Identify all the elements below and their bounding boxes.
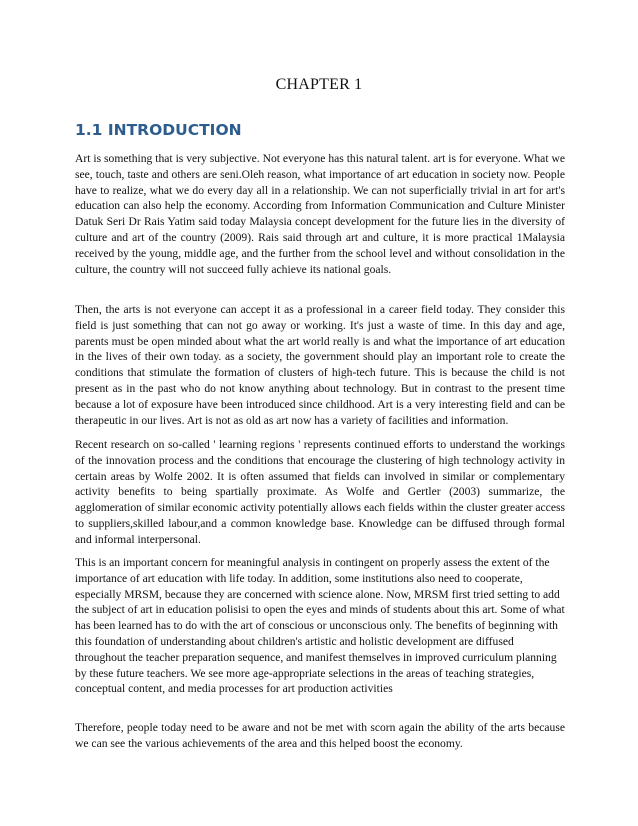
paragraph-1: Art is something that is very subjective. Not everyone has this natural talent. art is for everyone. What we see, touch, taste and others are seni.Oleh reason, what importance of art education in society now. People have to realize, what we do every day all in a relationship. We can not superficially trivial in art for art's education can also help the economy. According from Information Communication and Culture Minister Datuk Seri Dr Rais Yatim said today Malaysia concept development for the future lies in the diversity of culture and art of the country (2009). Rais said through art and culture, it is more practical 1Malaysia received by the young, middle age, and the further from the school level and without consolidation in the culture, the country will not succeed fully achieve its national goals.: [75, 152, 565, 276]
paragraph-4: This is an important concern for meaningful analysis in contingent on properly assess the extent of the importance of art education with life today. In addition, some institutions also need to cooperate, especially MRSM, because they are concerned with science alone. Now, MRSM first tried setting to add the subject of art in education polisisi to open the eyes and minds of students about this art. Some of what has been learned has to do with the art of conscious or unconscious only. The benefits of beginning with this foundation of understanding about children's artistic and holistic development are diffused throughout the teacher preparation sequence, and manifest themselves in improved curriculum planning by these future teachers. We see more age-appropriate selections in the areas of teaching strategies, conceptual content, and media processes for art production activities: [75, 556, 565, 696]
chapter-title: CHAPTER 1: [275, 76, 363, 93]
section-heading: 1.1 INTRODUCTION: [75, 121, 242, 139]
paragraph-3: Recent research on so-called ' learning regions ' represents continued efforts to understand the workings of the innovation process and the conditions that encourage the clustering of high technology activity in certain areas by Wolfe 2002. It is often assumed that fields can involved in similar or complementary activity benefits to being spartially proximate. As Wolfe and Gertler (2003) summarize, the agglomeration of similar economic activity potentially allows each fields within the cluster greater access to suppliers,skilled labour,and a common knowledge base. Knowledge can be diffused through formal and informal interpersonal.: [75, 438, 565, 546]
paragraph-5: Therefore, people today need to be aware and not be met with scorn again the ability of the arts because we can see the various achievements of the area and this helped boost the economy.: [75, 721, 565, 750]
paragraph-2: Then, the arts is not everyone can accept it as a professional in a career field today. They consider this field is just something that can not go away or working. It's just a waste of time. In this day and age, parents must be open minded about what the art world really is and what the importance of art education in the lives of their own today. as a society, the government should play an important role to create the conditions that stimulate the formation of clusters of high-tech future. This is because the child is not present as in the past who do not know anything about technology. But in contrast to the present time because a lot of exposure have been introduced since childhood. Art is a very interesting field and can be therapeutic in our lives. Art is not as old as art now has a variety of facilities and information.: [75, 303, 565, 427]
